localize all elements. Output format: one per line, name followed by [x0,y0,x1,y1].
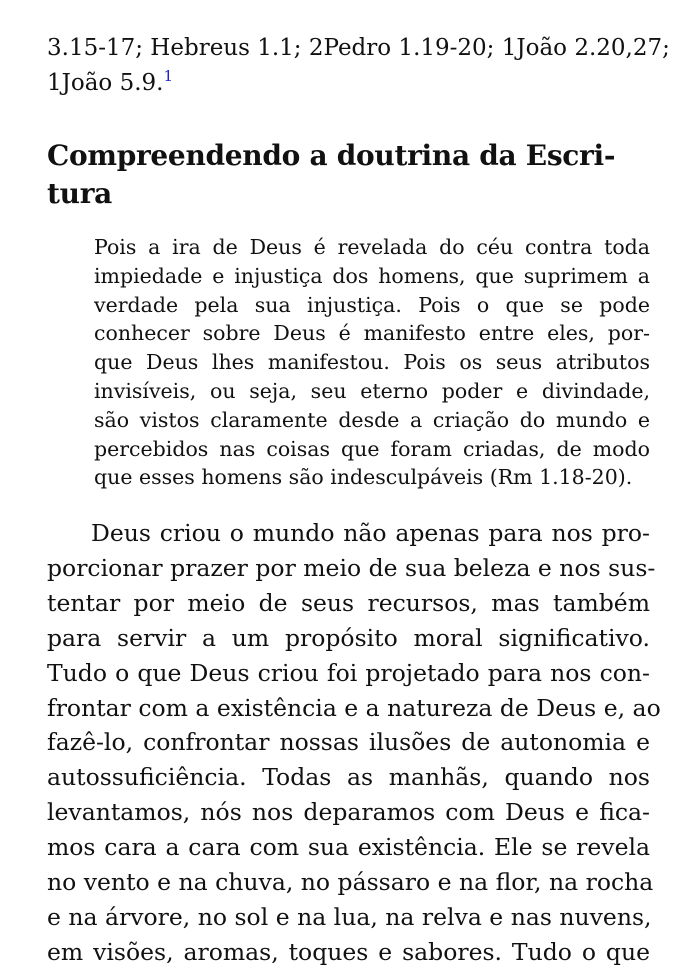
quote-line: impiedade e injustiça dos homens, que suprimem a [94,263,650,288]
body-paragraph [47,516,661,970]
paragraph-line: Tudo o que Deus criou foi projetado para nos con- [47,658,650,687]
quote-line: conhecer sobre Deus é manifesto entre eles, por- [94,321,650,346]
heading-line: Compreendendo a doutrina da Escri- [47,139,616,172]
scripture-references [47,31,670,101]
quote-line: são vistos claramente desde a criação do mundo e [94,407,650,432]
paragraph-line: porcionar prazer por meio de sua beleza e nos sus- [47,553,656,582]
paragraph-line: autossuficiência. Todas as manhãs, quando nos [47,763,650,792]
quote-line: que Deus lhes manifestou. Pois os seus atributos [94,350,650,375]
paragraph-line: mos cara a cara com sua existência. Ele se revela [47,833,650,862]
paragraph-line: Deus criou o mundo não apenas para nos pro- [91,519,650,547]
quote-line: invisíveis, ou seja, seu eterno poder e divindade, [94,378,650,403]
references-line-text: 1João 5.9. [47,70,164,96]
heading-line: tura [47,177,112,210]
quote-line: que esses homens são indesculpáveis (Rm 1.18-20). [94,465,633,490]
paragraph-line: para servir a um propósito moral significativo. [47,623,650,652]
footnote-marker[interactable]: 1 [163,67,174,85]
quote-line: Pois a ira de Deus é revelada do céu contra toda [94,235,650,259]
quote-line: percebidos nas coisas que foram criadas, de modo [94,436,650,461]
block-quote [94,233,650,492]
section-heading [47,137,650,213]
paragraph-line: levantamos, nós nos deparamos com Deus e fica- [47,798,650,827]
paragraph-line: tentar por meio de seus recursos, mas também [47,588,650,617]
references-line: 3.15-17; Hebreus 1.1; 2Pedro 1.19-20; 1João 2.20,27; [47,35,670,61]
paragraph-line: fazê-lo, confrontar nossas ilusões de autonomia e [47,728,650,757]
paragraph-line: frontar com a existência e a natureza de Deus e, ao [47,693,661,722]
paragraph-line: e na árvore, no sol e na lua, na relva e nas nuvens, [47,902,652,931]
quote-line: verdade pela sua injustiça. Pois o que se pode [94,292,650,317]
paragraph-line: no vento e na chuva, no pássaro e na flor, na rocha [47,868,654,897]
references-line [47,66,650,101]
paragraph-line: em visões, aromas, toques e sabores. Tudo o que [47,937,650,966]
